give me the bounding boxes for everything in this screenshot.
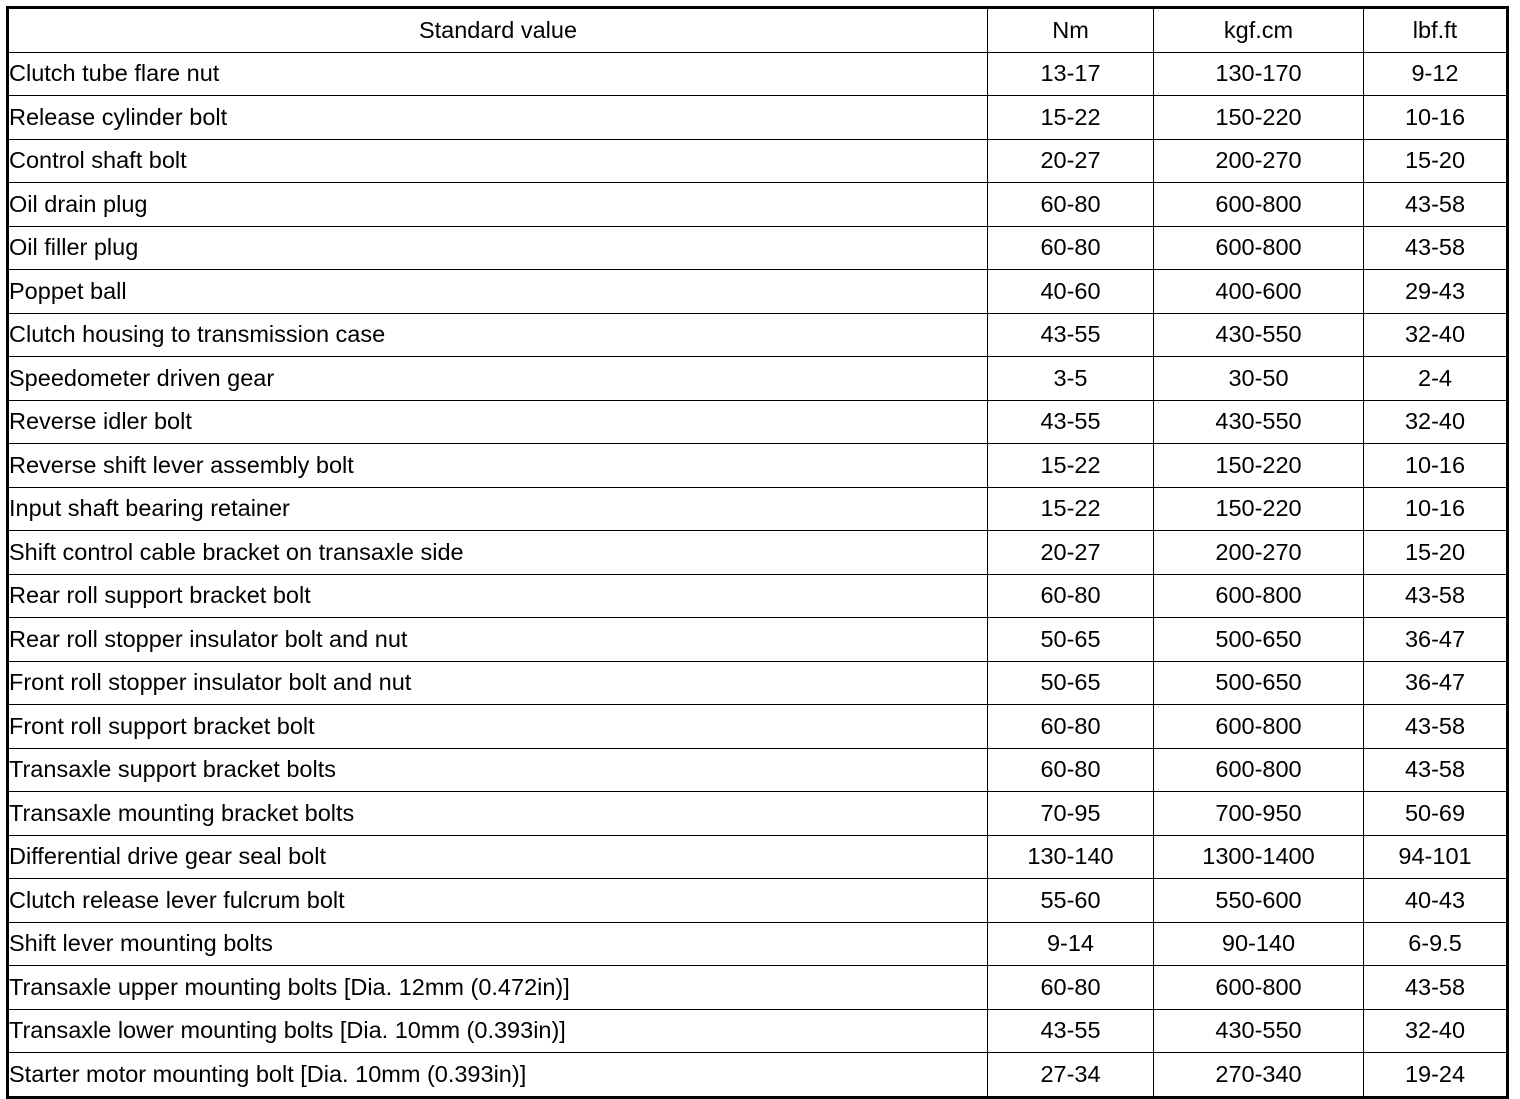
component-name: Poppet ball <box>8 270 988 314</box>
table-row <box>8 400 1508 444</box>
kgf-cm-value: 400-600 <box>1154 270 1364 314</box>
kgf-cm-value: 430-550 <box>1154 1009 1364 1053</box>
kgf-cm-value: 700-950 <box>1154 792 1364 836</box>
lbf-ft-value: 29-43 <box>1364 270 1508 314</box>
table-row <box>8 879 1508 923</box>
table-row <box>8 1053 1508 1098</box>
table-row <box>8 835 1508 879</box>
component-name: Rear roll support bracket bolt <box>8 574 988 618</box>
kgf-cm-value: 1300-1400 <box>1154 835 1364 879</box>
lbf-ft-value: 36-47 <box>1364 661 1508 705</box>
kgf-cm-value: 30-50 <box>1154 357 1364 401</box>
kgf-cm-value: 270-340 <box>1154 1053 1364 1098</box>
component-name: Release cylinder bolt <box>8 96 988 140</box>
nm-value: 43-55 <box>988 400 1154 444</box>
lbf-ft-value: 43-58 <box>1364 183 1508 227</box>
nm-value: 15-22 <box>988 96 1154 140</box>
kgf-cm-value: 600-800 <box>1154 748 1364 792</box>
kgf-cm-value: 90-140 <box>1154 922 1364 966</box>
nm-value: 60-80 <box>988 226 1154 270</box>
lbf-ft-value: 10-16 <box>1364 96 1508 140</box>
nm-value: 50-65 <box>988 618 1154 662</box>
kgf-cm-value: 500-650 <box>1154 618 1364 662</box>
nm-value: 9-14 <box>988 922 1154 966</box>
nm-value: 60-80 <box>988 748 1154 792</box>
table-row <box>8 357 1508 401</box>
table-row <box>8 618 1508 662</box>
nm-value: 60-80 <box>988 183 1154 227</box>
table-row <box>8 183 1508 227</box>
nm-value: 15-22 <box>988 487 1154 531</box>
table-body <box>8 52 1508 1097</box>
nm-value: 3-5 <box>988 357 1154 401</box>
lbf-ft-value: 19-24 <box>1364 1053 1508 1098</box>
nm-value: 13-17 <box>988 52 1154 96</box>
kgf-cm-value: 600-800 <box>1154 966 1364 1010</box>
nm-value: 27-34 <box>988 1053 1154 1098</box>
kgf-cm-value: 150-220 <box>1154 96 1364 140</box>
nm-value: 60-80 <box>988 574 1154 618</box>
component-name: Front roll stopper insulator bolt and nut <box>8 661 988 705</box>
table-row <box>8 270 1508 314</box>
lbf-ft-value: 15-20 <box>1364 139 1508 183</box>
lbf-ft-value: 43-58 <box>1364 705 1508 749</box>
nm-value: 20-27 <box>988 531 1154 575</box>
kgf-cm-value: 600-800 <box>1154 183 1364 227</box>
nm-value: 130-140 <box>988 835 1154 879</box>
table-row <box>8 226 1508 270</box>
component-name: Starter motor mounting bolt [Dia. 10mm (0.393in)] <box>8 1053 988 1098</box>
component-name: Transaxle upper mounting bolts [Dia. 12mm (0.472in)] <box>8 966 988 1010</box>
component-name: Rear roll stopper insulator bolt and nut <box>8 618 988 662</box>
lbf-ft-value: 9-12 <box>1364 52 1508 96</box>
kgf-cm-value: 550-600 <box>1154 879 1364 923</box>
lbf-ft-value: 15-20 <box>1364 531 1508 575</box>
table-row <box>8 96 1508 140</box>
component-name: Oil filler plug <box>8 226 988 270</box>
lbf-ft-value: 32-40 <box>1364 400 1508 444</box>
nm-value: 50-65 <box>988 661 1154 705</box>
component-name: Reverse idler bolt <box>8 400 988 444</box>
component-name: Shift control cable bracket on transaxle side <box>8 531 988 575</box>
table-row <box>8 52 1508 96</box>
table-row <box>8 139 1508 183</box>
lbf-ft-value: 32-40 <box>1364 313 1508 357</box>
nm-value: 60-80 <box>988 966 1154 1010</box>
lbf-ft-value: 40-43 <box>1364 879 1508 923</box>
lbf-ft-value: 6-9.5 <box>1364 922 1508 966</box>
lbf-ft-value: 2-4 <box>1364 357 1508 401</box>
nm-value: 70-95 <box>988 792 1154 836</box>
component-name: Oil drain plug <box>8 183 988 227</box>
component-name: Front roll support bracket bolt <box>8 705 988 749</box>
nm-value: 40-60 <box>988 270 1154 314</box>
component-name: Input shaft bearing retainer <box>8 487 988 531</box>
header-lbf-ft: lbf.ft <box>1364 8 1508 53</box>
component-name: Speedometer driven gear <box>8 357 988 401</box>
table-row <box>8 661 1508 705</box>
header-standard-value: Standard value <box>8 8 988 53</box>
header-nm: Nm <box>988 8 1154 53</box>
component-name: Transaxle lower mounting bolts [Dia. 10mm (0.393in)] <box>8 1009 988 1053</box>
table-row <box>8 705 1508 749</box>
table-row <box>8 1009 1508 1053</box>
kgf-cm-value: 600-800 <box>1154 705 1364 749</box>
kgf-cm-value: 600-800 <box>1154 226 1364 270</box>
component-name: Transaxle support bracket bolts <box>8 748 988 792</box>
table-row <box>8 444 1508 488</box>
kgf-cm-value: 200-270 <box>1154 531 1364 575</box>
nm-value: 43-55 <box>988 1009 1154 1053</box>
lbf-ft-value: 43-58 <box>1364 966 1508 1010</box>
kgf-cm-value: 200-270 <box>1154 139 1364 183</box>
kgf-cm-value: 430-550 <box>1154 400 1364 444</box>
table-row <box>8 792 1508 836</box>
header-row <box>8 8 1508 53</box>
lbf-ft-value: 10-16 <box>1364 444 1508 488</box>
kgf-cm-value: 150-220 <box>1154 444 1364 488</box>
nm-value: 43-55 <box>988 313 1154 357</box>
nm-value: 20-27 <box>988 139 1154 183</box>
component-name: Transaxle mounting bracket bolts <box>8 792 988 836</box>
kgf-cm-value: 430-550 <box>1154 313 1364 357</box>
lbf-ft-value: 32-40 <box>1364 1009 1508 1053</box>
component-name: Clutch housing to transmission case <box>8 313 988 357</box>
kgf-cm-value: 130-170 <box>1154 52 1364 96</box>
table-row <box>8 487 1508 531</box>
nm-value: 55-60 <box>988 879 1154 923</box>
kgf-cm-value: 150-220 <box>1154 487 1364 531</box>
lbf-ft-value: 10-16 <box>1364 487 1508 531</box>
lbf-ft-value: 43-58 <box>1364 748 1508 792</box>
lbf-ft-value: 50-69 <box>1364 792 1508 836</box>
table-row <box>8 922 1508 966</box>
component-name: Differential drive gear seal bolt <box>8 835 988 879</box>
table-row <box>8 748 1508 792</box>
header-kgf-cm: kgf.cm <box>1154 8 1364 53</box>
lbf-ft-value: 94-101 <box>1364 835 1508 879</box>
table-row <box>8 574 1508 618</box>
torque-spec-table <box>6 6 1509 1099</box>
table-row <box>8 966 1508 1010</box>
table-row <box>8 531 1508 575</box>
lbf-ft-value: 36-47 <box>1364 618 1508 662</box>
kgf-cm-value: 600-800 <box>1154 574 1364 618</box>
table-row <box>8 313 1508 357</box>
component-name: Clutch tube flare nut <box>8 52 988 96</box>
component-name: Clutch release lever fulcrum bolt <box>8 879 988 923</box>
nm-value: 15-22 <box>988 444 1154 488</box>
component-name: Shift lever mounting bolts <box>8 922 988 966</box>
kgf-cm-value: 500-650 <box>1154 661 1364 705</box>
lbf-ft-value: 43-58 <box>1364 226 1508 270</box>
component-name: Control shaft bolt <box>8 139 988 183</box>
nm-value: 60-80 <box>988 705 1154 749</box>
component-name: Reverse shift lever assembly bolt <box>8 444 988 488</box>
lbf-ft-value: 43-58 <box>1364 574 1508 618</box>
